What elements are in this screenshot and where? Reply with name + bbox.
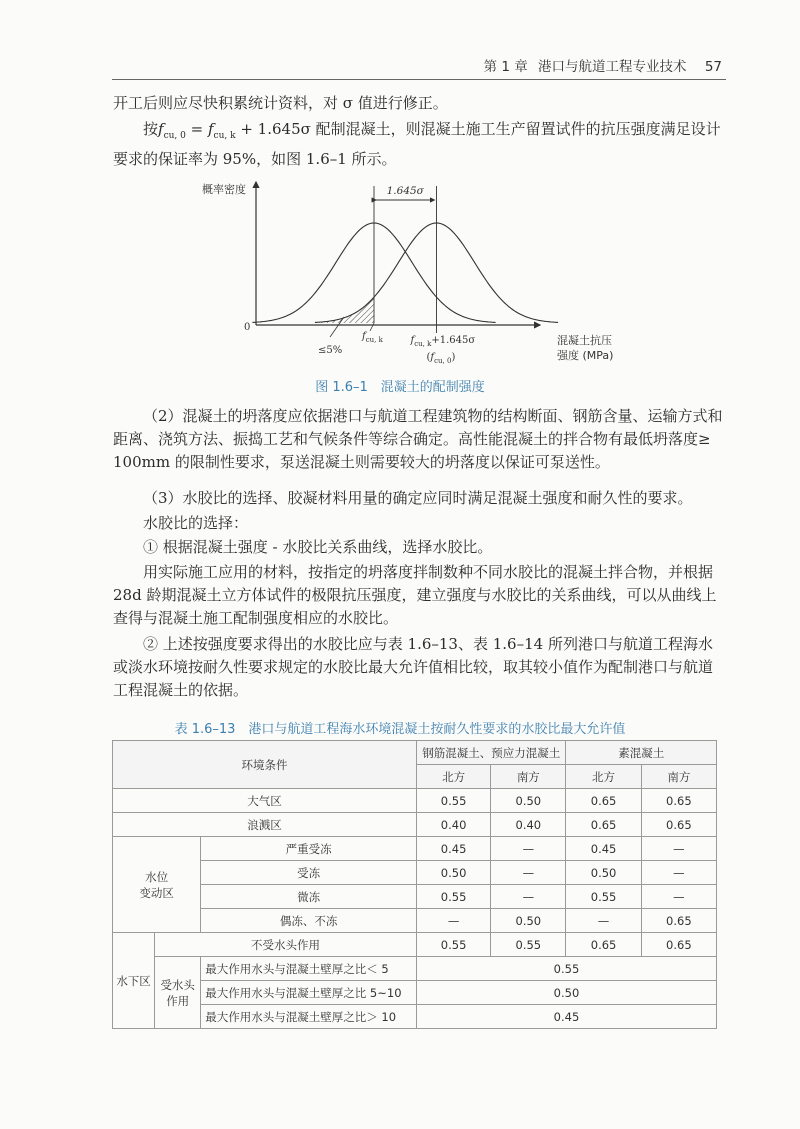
cell-value: — bbox=[641, 861, 716, 885]
cell-value: 0.55 bbox=[566, 885, 641, 909]
cell-value: 0.40 bbox=[491, 813, 566, 837]
cell-value: 0.65 bbox=[641, 813, 716, 837]
paragraph-4: （3）水胶比的选择、胶凝材料用量的确定应同时满足混凝土强度和耐久性的要求。 bbox=[143, 489, 693, 507]
cell-value: — bbox=[641, 837, 716, 861]
cell-value: — bbox=[491, 885, 566, 909]
figure-caption: 图 1.6–1 混凝土的配制强度 bbox=[315, 380, 485, 395]
chapter-label: 第 1 章 bbox=[483, 59, 528, 75]
row-label: 严重受冻 bbox=[201, 837, 417, 861]
distance-label: 1.645σ bbox=[386, 185, 424, 197]
tail-label: ≤5% bbox=[318, 345, 343, 356]
page-number: 57 bbox=[704, 59, 722, 75]
tail-area bbox=[315, 297, 374, 323]
chart-svg bbox=[200, 178, 640, 378]
table-row bbox=[113, 837, 717, 861]
y-axis-label: 概率密度 bbox=[202, 183, 246, 196]
cell-value: 0.50 bbox=[491, 909, 566, 933]
header-env: 环境条件 bbox=[113, 741, 417, 789]
paragraph-2: 按$f_{cu, 0} = f_{cu, k} + 1.645\sigma$ 配制混凝土，则混凝土施工生产留置试件的抗压强度满足设计要求的保证率为 95%，如图 1.6–1 所示。 bbox=[113, 120, 721, 168]
chapter-title: 港口与航道工程专业技术 bbox=[538, 59, 687, 75]
leader-line-fcuk bbox=[370, 323, 374, 331]
header-south: 南方 bbox=[491, 765, 566, 789]
row-label: 最大作用水头与混凝土壁厚之比＞ 10 bbox=[201, 1005, 417, 1029]
cell-value: 0.45 bbox=[416, 837, 490, 861]
paragraph-8: ② 上述按强度要求得出的水胶比应与表 1.6–13、表 1.6–14 所列港口与航道工程海水或淡水环境按耐久性要求规定的水胶比最大允许值相比较，取其较小值作为配制港口与航道工程混凝土的依据。 bbox=[113, 635, 714, 699]
label-fcuk: $f_{cu, k}$ bbox=[362, 331, 383, 344]
cell-value: 0.55 bbox=[416, 885, 490, 909]
head-label: 受水头 作用 bbox=[155, 957, 201, 1029]
strength-distribution-figure bbox=[200, 178, 640, 378]
header-north: 北方 bbox=[416, 765, 490, 789]
x-axis-label-line1: 混凝土抗压 bbox=[557, 334, 612, 347]
cell-value: 0.65 bbox=[566, 813, 641, 837]
row-label: 大气区 bbox=[113, 789, 417, 813]
cell-value: — bbox=[641, 885, 716, 909]
row-label: 最大作用水头与混凝土壁厚之比 5~10 bbox=[201, 981, 417, 1005]
table-row bbox=[113, 1005, 717, 1029]
table-row bbox=[113, 909, 717, 933]
running-header bbox=[112, 55, 722, 77]
table-row bbox=[113, 861, 717, 885]
cell-value: 0.65 bbox=[641, 789, 716, 813]
cell-value: 0.45 bbox=[416, 1005, 716, 1029]
cell-value: 0.65 bbox=[566, 933, 641, 957]
cell-value: 0.50 bbox=[416, 981, 716, 1005]
cell-value: 0.50 bbox=[566, 861, 641, 885]
table-row bbox=[113, 957, 717, 981]
cell-value: 0.50 bbox=[491, 789, 566, 813]
paragraph-3: （2）混凝土的坍落度应依据港口与航道工程建筑物的结构断面、钢筋含量、运输方式和距离、浇筑方法、振捣工艺和气候条件等综合确定。高性能混凝土的拌合物有最低坍落度≥ 100mm 的限制性要求，泵送混凝土则需要较大的坍落度以保证可泵送性。 bbox=[113, 407, 723, 471]
row-label: 浪溅区 bbox=[113, 813, 417, 837]
cell-value: 0.55 bbox=[416, 933, 490, 957]
underwater-label: 水下区 bbox=[113, 933, 155, 1029]
tidal-zone-label: 水位 变动区 bbox=[113, 837, 201, 933]
cell-value: 0.40 bbox=[416, 813, 490, 837]
cell-value: — bbox=[566, 909, 641, 933]
row-label: 不受水头作用 bbox=[155, 933, 417, 957]
paragraph-5: 水胶比的选择： bbox=[143, 514, 249, 532]
table-row bbox=[113, 885, 717, 909]
cell-value: — bbox=[491, 861, 566, 885]
header-group-plain: 素混凝土 bbox=[566, 741, 717, 765]
header-north: 北方 bbox=[566, 765, 641, 789]
header-group-rc: 钢筋混凝土、预应力混凝土 bbox=[416, 741, 565, 765]
table-header-row-1 bbox=[113, 741, 717, 765]
cell-value: 0.65 bbox=[641, 933, 716, 957]
header-rule bbox=[112, 79, 726, 80]
cell-value: 0.50 bbox=[416, 861, 490, 885]
paragraph-1: 开工后则应尽快积累统计资料，对 σ 值进行修正。 bbox=[113, 94, 448, 112]
water-cement-ratio-table bbox=[112, 740, 717, 1029]
origin-label: 0 bbox=[244, 322, 251, 333]
table-caption: 表 1.6–13 港口与航道工程海水环境混凝土按耐久性要求的水胶比最大允许值 bbox=[174, 722, 626, 737]
row-label: 受冻 bbox=[201, 861, 417, 885]
cell-value: 0.65 bbox=[566, 789, 641, 813]
cell-value: — bbox=[491, 837, 566, 861]
paragraph-6: ① 根据混凝土强度 - 水胶比关系曲线，选择水胶比。 bbox=[143, 538, 493, 556]
cell-value: 0.55 bbox=[416, 789, 490, 813]
row-label: 最大作用水头与混凝土壁厚之比＜ 5 bbox=[201, 957, 417, 981]
label-fcu0: $(f_{cu, 0})$ bbox=[426, 352, 456, 365]
cell-value: 0.55 bbox=[416, 957, 716, 981]
x-axis-label-line2: 强度 (MPa) bbox=[557, 349, 614, 362]
cell-value: 0.55 bbox=[491, 933, 566, 957]
paragraph-7: 用实际施工应用的材料，按指定的坍落度拌制数种不同水胶比的混凝土拌合物，并根据 28d 龄期混凝土立方体试件的极限抗压强度，建立强度与水胶比的关系曲线，可以从曲线上查得与混凝土施工配制强度相应的水胶比。 bbox=[113, 563, 717, 627]
header-south: 南方 bbox=[641, 765, 716, 789]
cell-value: — bbox=[416, 909, 490, 933]
label-fcuk-plus: $f_{cu, k}+1.645\sigma$ bbox=[410, 335, 476, 348]
row-label: 偶冻、不冻 bbox=[201, 909, 417, 933]
table-row bbox=[113, 813, 717, 837]
cell-value: 0.65 bbox=[641, 909, 716, 933]
table-row bbox=[113, 981, 717, 1005]
table-row bbox=[113, 789, 717, 813]
table-row bbox=[113, 933, 717, 957]
row-label: 微冻 bbox=[201, 885, 417, 909]
cell-value: 0.45 bbox=[566, 837, 641, 861]
